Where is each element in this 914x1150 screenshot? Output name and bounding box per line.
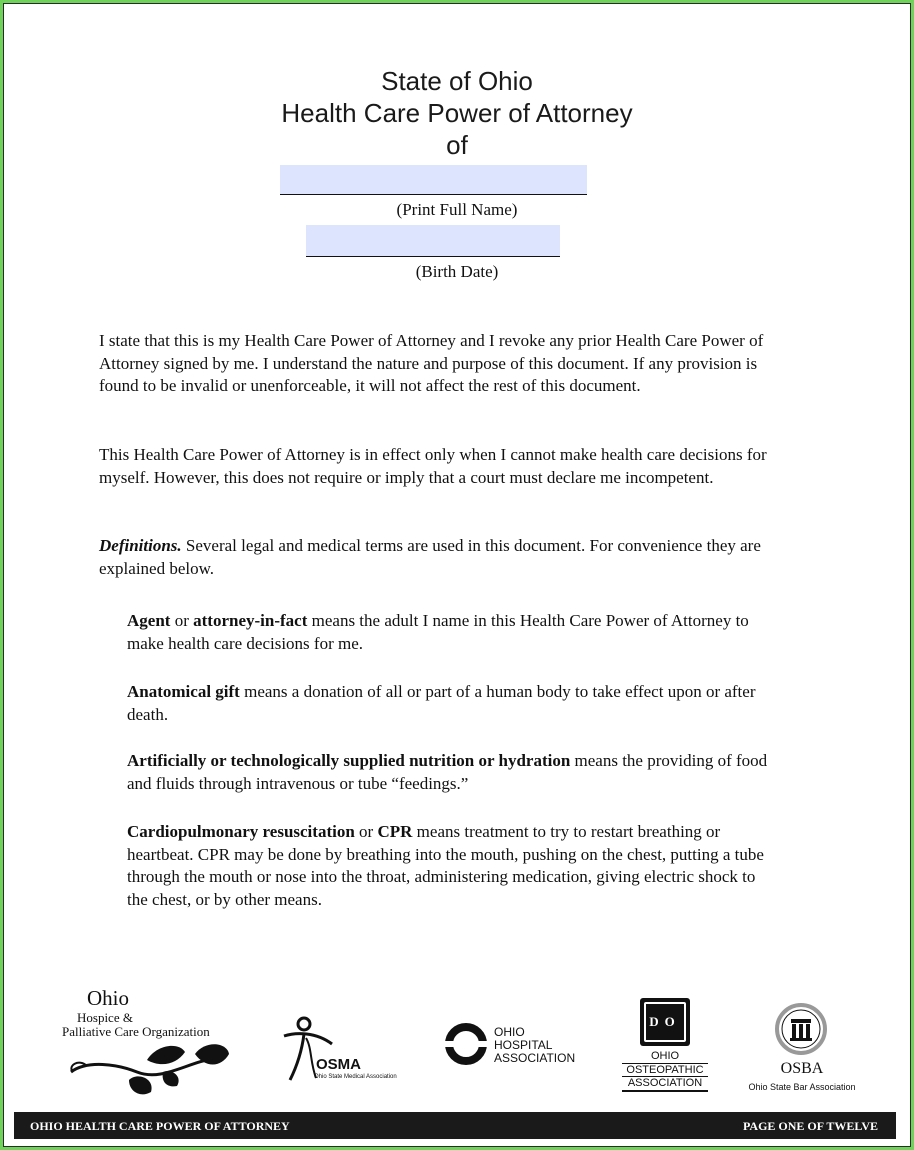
birth-date-caption: (Birth Date): [415, 262, 499, 281]
ohpco-logo: [59, 986, 239, 1096]
ohpco-line-3: Palliative Care Organization: [62, 1024, 210, 1039]
full-name-field[interactable]: [280, 165, 587, 195]
osma-name: OSMA: [316, 1056, 361, 1073]
definitions-heading: Definitions.: [99, 536, 182, 555]
oha-line-2: HOSPITAL: [494, 1038, 553, 1052]
full-name-caption: (Print Full Name): [396, 200, 518, 219]
document-page: [3, 3, 911, 1147]
definitions-paragraph: [99, 535, 779, 580]
osba-name: OSBA: [780, 1060, 824, 1077]
term-attorney-in-fact: attorney-in-fact: [193, 611, 308, 630]
page-number: PAGE ONE OF TWELVE: [742, 1119, 878, 1133]
footer-bar: [14, 1112, 896, 1139]
term-nutrition: Artificially or technologically supplied nutrition or hydration: [127, 751, 571, 770]
definition-anatomical-gift: [127, 681, 777, 726]
intro-paragraph: I state that this is my Health Care Power of Attorney and I revoke any prior Health Care Power of Attorney signed by me. I understand the nature and purpose of this document. If any provision is found to be invalid or unenforceable, it will not affect the rest of this document.: [99, 331, 764, 396]
definition-agent: [127, 610, 777, 655]
ooa-line-3: ASSOCIATION: [622, 1076, 708, 1092]
oha-circle-icon: [444, 1022, 488, 1066]
term-cardiopulmonary-resuscitation: Cardiopulmonary resuscitation: [127, 822, 355, 841]
ooa-line-1: OHIO: [650, 1050, 680, 1062]
definition-connector: or: [354, 822, 378, 841]
definition-cpr-text: means treatment to try to restart breathing or heartbeat. CPR may be done by breathing into the mouth, pushing on the chest, putting a tube through the mouth or nose into the throat, administering medication, giving electric shock to the chest, or by other means.: [127, 822, 764, 910]
birth-date-field[interactable]: [306, 225, 560, 257]
term-anatomical-gift: Anatomical gift: [127, 682, 240, 701]
ohpco-line-2: Hospice &: [77, 1010, 133, 1025]
osma-logo: [276, 1014, 416, 1094]
term-agent: Agent: [127, 611, 171, 630]
osba-subtitle: Ohio State Bar Association: [748, 1082, 856, 1092]
definition-anatomical-gift-text: means a donation of all or part of a human body to take effect upon or after death.: [127, 682, 756, 724]
definition-nutrition: [127, 750, 777, 795]
definition-nutrition-text: means the providing of food and fluids through intravenous or tube “feedings.”: [127, 751, 768, 793]
caduceus-icon: DO: [644, 1002, 686, 1042]
osba-logo: [742, 1002, 862, 1098]
title-line-3: of: [446, 130, 468, 160]
leaf-vine-icon: [67, 1042, 232, 1098]
ohpco-name: Ohio: [87, 986, 129, 1010]
osma-subtitle: Ohio State Medical Association: [314, 1074, 397, 1080]
title-line-2: Health Care Power of Attorney: [281, 98, 633, 128]
oha-line-1: OHIO: [494, 1025, 525, 1039]
ooa-badge: [640, 998, 690, 1046]
title-line-1: State of Ohio: [381, 66, 533, 96]
ooa-line-2: OSTEOPATHIC: [622, 1063, 708, 1077]
effect-paragraph: This Health Care Power of Attorney is in effect only when I cannot make health care decisions for myself. However, this does not require or imply that a court must declare me incompetent.: [99, 445, 767, 487]
definitions-text: Several legal and medical terms are used in this document. For convenience they are explained below.: [99, 536, 761, 578]
definition-cpr: [127, 821, 777, 912]
term-cpr: CPR: [377, 822, 413, 841]
footer-title: OHIO HEALTH CARE POWER OF ATTORNEY: [30, 1119, 290, 1133]
osba-seal-icon: [774, 1002, 828, 1056]
ooa-logo: [622, 998, 712, 1096]
oha-logo: [444, 1022, 589, 1072]
definition-connector: or: [170, 611, 194, 630]
definition-agent-text: means the adult I name in this Health Care Power of Attorney to make health care decisions for me.: [127, 611, 749, 653]
oha-line-3: ASSOCIATION: [494, 1051, 576, 1065]
